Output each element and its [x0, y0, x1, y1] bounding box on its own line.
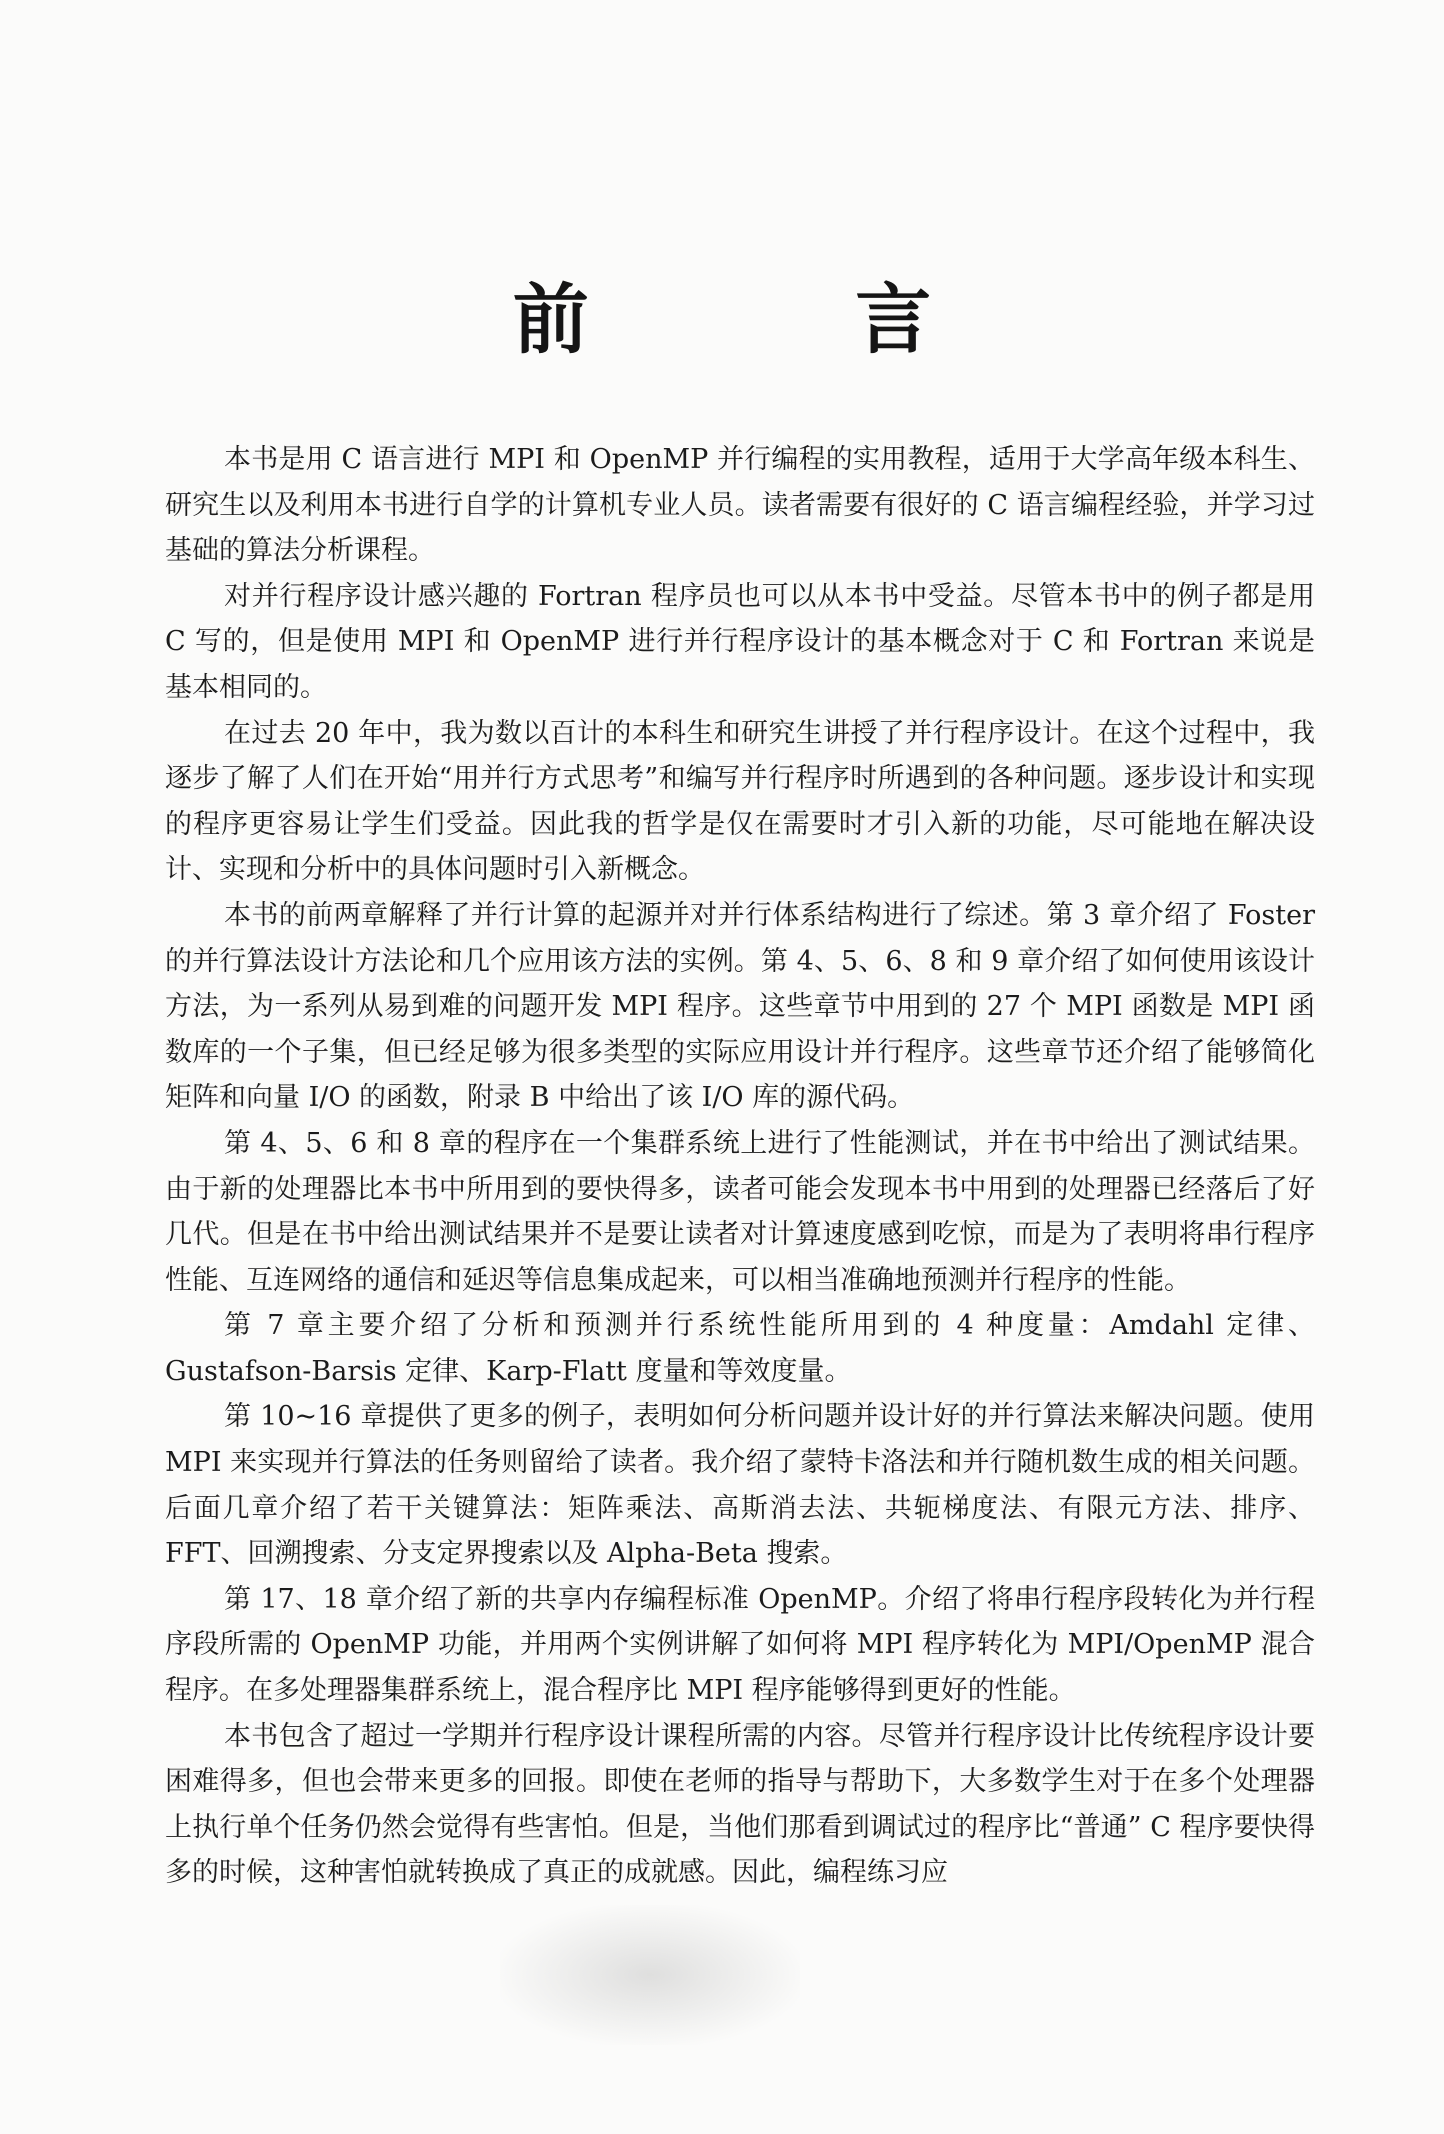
paragraph-3: 在过去 20 年中，我为数以百计的本科生和研究生讲授了并行程序设计。在这个过程中，我逐步了解了人们在开始“用并行方式思考”和编写并行程序时所遇到的各种问题。逐步设计和实现的程序更容易让学生们受益。因此我的哲学是仅在需要时才引入新的功能，尽可能地在解决设计、实现和分析中的具体问题时引入新概念。: [165, 717, 1315, 886]
paragraph-4: 本书的前两章解释了并行计算的起源并对并行体系结构进行了综述。第 3 章介绍了 Foster 的并行算法设计方法论和几个应用该方法的实例。第 4、5、6、8 和 9 章介绍了如何使用该设计方法，为一系列从易到难的问题开发 MPI 程序。这些章节中用到的 27 个 MPI 函数是 MPI 函数库的一个子集，但已经足够为很多类型的实际应用设计并行程序。这些章节还介绍了能够简化矩阵和向量 I/O 的函数，附录 B 中给出了该 I/O 库的源代码。: [165, 899, 1315, 1114]
paragraph-1: 本书是用 C 语言进行 MPI 和 OpenMP 并行编程的实用教程，适用于大学高年级本科生、研究生以及利用本书进行自学的计算机专业人员。读者需要有很好的 C 语言编程经验，并学习过基础的算法分析课程。: [165, 444, 1315, 567]
paragraph-6: 第 7 章主要介绍了分析和预测并行系统性能所用到的 4 种度量：Amdahl 定律、Gustafson-Barsis 定律、Karp-Flatt 度量和等效度量。: [165, 1310, 1315, 1387]
paragraph-7: 第 10~16 章提供了更多的例子，表明如何分析问题并设计好的并行算法来解决问题。使用 MPI 来实现并行算法的任务则留给了读者。我介绍了蒙特卡洛法和并行随机数生成的相关问题。后面几章介绍了若干关键算法：矩阵乘法、高斯消去法、共轭梯度法、有限元方法、排序、FFT、回溯搜索、分支定界搜索以及 Alpha-Beta 搜索。: [165, 1401, 1315, 1570]
scan-smudge: [500, 1905, 800, 2045]
paragraph-8: 第 17、18 章介绍了新的共享内存编程标准 OpenMP。介绍了将串行程序段转化为并行程序段所需的 OpenMP 功能，并用两个实例讲解了如何将 MPI 程序转化为 MPI/OpenMP 混合程序。在多处理器集群系统上，混合程序比 MPI 程序能够得到更好的性能。: [165, 1583, 1315, 1707]
paragraph-2: 对并行程序设计感兴趣的 Fortran 程序员也可以从本书中受益。尽管本书中的例子都是用 C 写的，但是使用 MPI 和 OpenMP 进行并行程序设计的基本概念对于 C 和 Fortran 来说是基本相同的。: [165, 580, 1315, 703]
preface-body: [165, 437, 1315, 1896]
page-title: 前 言: [512, 275, 1052, 364]
paragraph-9: 本书包含了超过一学期并行程序设计课程所需的内容。尽管并行程序设计比传统程序设计要困难得多，但也会带来更多的回报。即使在老师的指导与帮助下，大多数学生对于在多个处理器上执行单个任务仍然会觉得有些害怕。但是，当他们那看到调试过的程序比“普通” C 程序要快得多的时候，这种害怕就转换成了真正的成就感。因此，编程练习应: [165, 1720, 1315, 1889]
paragraph-5: 第 4、5、6 和 8 章的程序在一个集群系统上进行了性能测试，并在书中给出了测试结果。由于新的处理器比本书中所用到的要快得多，读者可能会发现本书中用到的处理器已经落后了好几代。但是在书中给出测试结果并不是要让读者对计算速度感到吃惊，而是为了表明将串行程序性能、互连网络的通信和延迟等信息集成起来，可以相当准确地预测并行程序的性能。: [165, 1127, 1315, 1296]
